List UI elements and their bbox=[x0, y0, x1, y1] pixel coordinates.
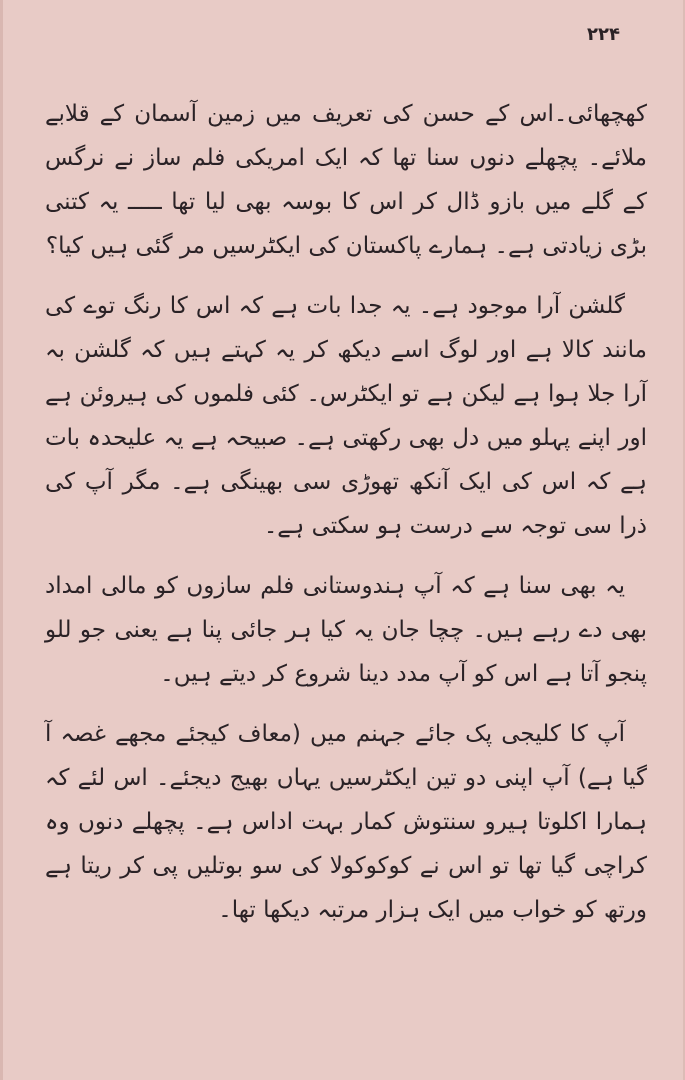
paragraph-3: یہ بھی سنا ہے کہ آپ ہندوستانی فلم سازوں کو مالی امداد بھی دے رہے ہیں۔ چچا جان یہ کیا ہر جائی پنا ہے یعنی جو للو پنجو آتا ہے اس کو آپ مدد دینا شروع کر دیتے ہیں۔ bbox=[45, 573, 647, 687]
body-text bbox=[45, 92, 647, 948]
page-number: ۲۲۴ bbox=[587, 24, 620, 45]
paragraph-4: آپ کا کلیجی پک جائے جہنم میں (معاف کیجئے مجھے غصہ آ گیا ہے) آپ اپنی دو تین ایکٹرسیں یہاں بھیج دیجئے۔ اس لئے کہ ہمارا اکلوتا ہیرو سنتوش کمار بہت اداس ہے۔ پچھلے دنوں وہ کراچی گیا تھا تو اس نے کوکوکولا کی سو بوتلیں پی کر ریتا ہے ورتھ کو خواب میں ایک ہزار مرتبہ دیکھا تھا۔ bbox=[45, 721, 647, 923]
paragraph-2: گلشن آرا موجود ہے۔ یہ جدا بات ہے کہ اس کا رنگ توے کی مانند کالا ہے اور لوگ اسے دیکھ کر یہ کہتے ہیں کہ گلشن بہ آرا جلا ہوا ہے لیکن ہے تو ایکٹرس۔ کئی فلموں کی ہیروئن ہے اور اپنے پہلو میں دل بھی رکھتی ہے۔ صبیحہ ہے یہ علیحدہ بات ہے کہ اس کی ایک آنکھ تھوڑی سی بھینگی ہے۔ مگر آپ کی ذرا سی توجہ سے درست ہو سکتی ہے۔ bbox=[45, 293, 647, 539]
paragraph-1: کھچھائی۔اس کے حسن کی تعریف میں زمین آسمان کے قلابے ملائے۔ پچھلے دنوں سنا تھا کہ ایک امریکی فلم ساز نے نرگس کے گلے میں بازو ڈال کر اس کا بوسہ بھی لیا تھا ـــــ یہ کتنی بڑی زیادتی ہے۔ ہمارے پاکستان کی ایکٹرسیں مر گئی ہیں کیا؟ bbox=[45, 101, 647, 259]
